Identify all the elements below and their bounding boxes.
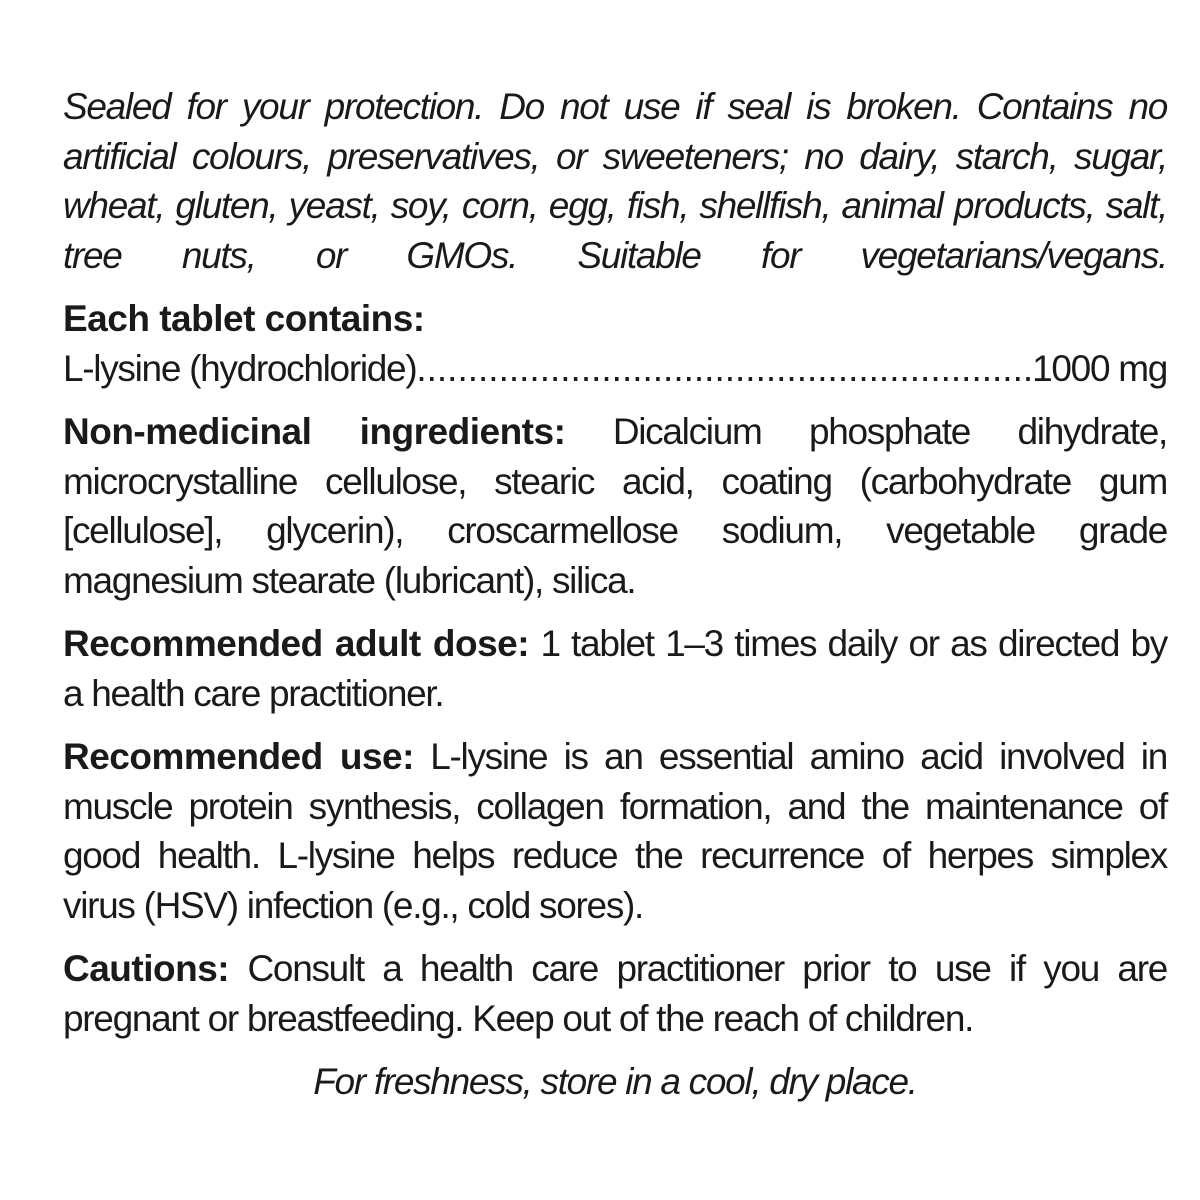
dot-leader (416, 344, 1032, 394)
storage-statement: For freshness, store in a cool, dry place. (313, 1061, 917, 1102)
non-medicinal-text: Dicalcium phosphate dihydrate, microcrystalline cellulose, stearic acid, coating (carbohydrate gum [cellulose], glycerin), croscarmellose sodium, vegetable grade magnesium stearate (lubricant), silica. (63, 411, 1167, 601)
medicinal-ingredient-name: L-lysine (hydrochloride) (63, 347, 417, 389)
cautions-section (63, 944, 1167, 1043)
cautions-heading: Cautions: (63, 948, 230, 989)
dose-section (63, 619, 1167, 718)
cautions-text: Consult a health care practitioner prior to use if you are pregnant or breastfeeding. Keep out of the reach of children. (63, 948, 1167, 1039)
contents-heading: Each tablet contains: (63, 298, 425, 339)
dose-text: 1 tablet 1–3 times daily or as directed by a health care practitioner. (63, 623, 1168, 714)
dose-heading: Recommended adult dose: (63, 623, 530, 664)
medicinal-ingredient-row (63, 344, 1167, 394)
use-text: L-lysine is an essential amino acid involved in muscle protein synthesis, collagen formation, and the maintenance of good health. L-lysine helps reduce the recurrence of herpes simplex virus (HSV) infection (e.g., cold sores). (63, 736, 1167, 926)
use-heading: Recommended use: (63, 736, 414, 777)
medicinal-ingredient-amount: 1000 mg (1032, 347, 1167, 389)
non-medicinal-heading: Non-medicinal ingredients: (63, 411, 566, 452)
seal-and-allergen-statement: Sealed for your protection. Do not use if seal is broken. Contains no artificial colours, preservatives, or sweeteners; no dairy, starch, sugar, wheat, gluten, yeast, soy, corn, egg, fish, shellfish, animal products, salt, tree nuts, or GMOs. Suitable for vegetarians/vegans. (63, 86, 1167, 276)
non-medicinal-ingredients-section (63, 407, 1167, 605)
use-section (63, 732, 1167, 930)
product-label-text (63, 82, 1167, 1107)
